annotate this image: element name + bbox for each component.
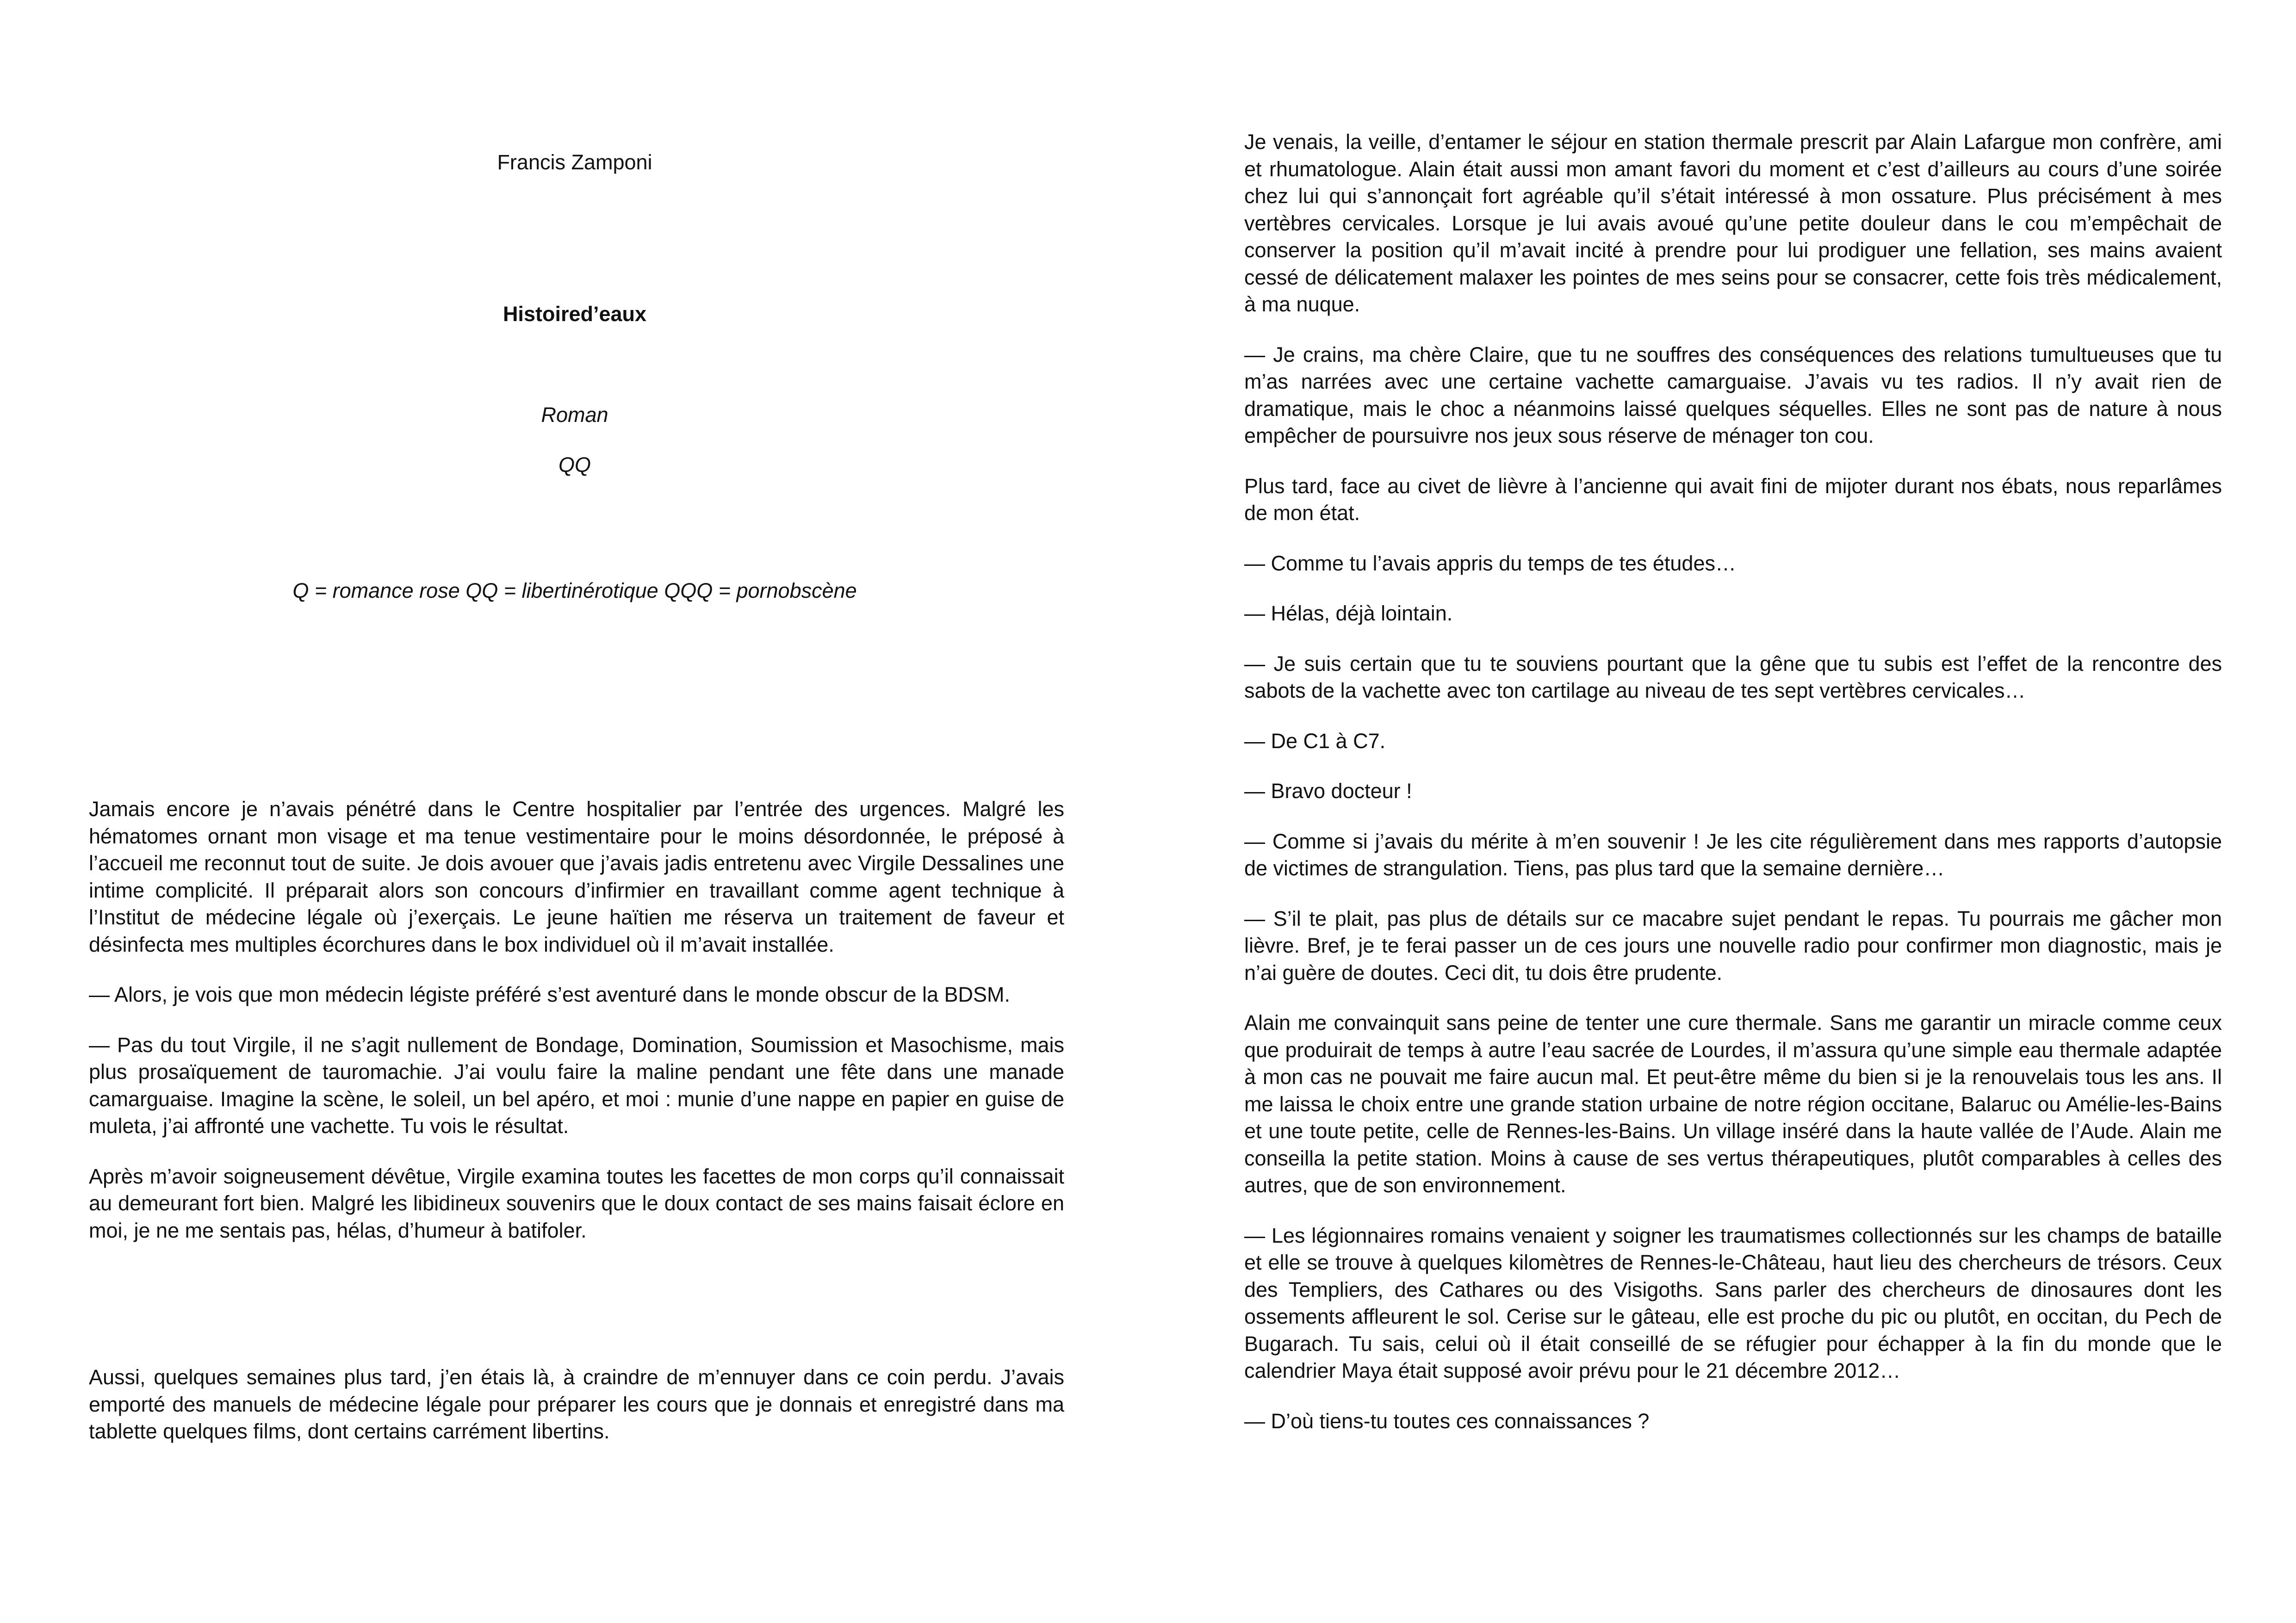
paragraph: — Pas du tout Virgile, il ne s’agit nullement de Bondage, Domination, Soumission et Masochisme, mais plus prosaïquement de tauromachie. J’ai voulu faire la maline pendant une fête dans une manade camarguaise. Imagine la scène, le soleil, un bel apéro, et moi : munie d’une nappe en papier en guise de muleta, j’ai affronté une vachette. Tu vois le résultat. xyxy=(89,1033,1064,1138)
author-name: Francis Zamponi xyxy=(497,150,652,174)
right-text-block xyxy=(1244,129,2222,1435)
rating-legend: Q = romance rose QQ = libertinérotique QQQ = pornobscène xyxy=(292,579,857,602)
dialogue-line: — S’il te plait, pas plus de détails sur ce macabre sujet pendant le repas. Tu pourrais me gâcher mon lièvre. Bref, je te ferai passer un de ces jours une nouvelle radio pour confirmer mon diagnostic, mais je n’ai guère de doutes. Ceci dit, tu dois être prudente. xyxy=(1244,906,2222,985)
left-text-block-2 xyxy=(89,1364,1064,1445)
dialogue-line: — Les légionnaires romains venaient y soigner les traumatismes collectionnés sur les champs de bataille et elle se trouve à quelques kilomètres de Rennes-le-Château, haut lieu des chercheurs de trésors. Ceux des Templiers, des Cathares ou des Visigoths. Sans parler des chercheurs de dinosaures dont les ossements affleurent le sol. Cerise sur le gâteau, elle est proche du pic ou plutôt, en occitan, du Pech de Bugarach. Tu sais, celui où il était conseillé de se réfugier pour échapper à la fin du monde que le calendrier Maya était supposé avoir prévu pour le 21 décembre 2012… xyxy=(1244,1223,2222,1382)
dialogue-line: — Hélas, déjà lointain. xyxy=(1244,601,1453,625)
book-title: Histoired’eaux xyxy=(503,302,647,326)
dialogue-line: — Comme si j’avais du mérite à m’en souvenir ! Je les cite régulièrement dans mes rapports d’autopsie de victimes de strangulation. Tiens, pas plus tard que la semaine dernière… xyxy=(1244,829,2222,880)
rating-label: QQ xyxy=(558,453,591,477)
paragraph: Aussi, quelques semaines plus tard, j’en étais là, à craindre de m’ennuyer dans ce coin perdu. J’avais emporté des manuels de médecine légale pour préparer les cours que je donnais et enregistré dans ma tablette quelques films, dont certains carrément libertins. xyxy=(89,1365,1064,1443)
paragraph: — Alors, je vois que mon médecin légiste préféré s’est aventuré dans le monde obscur de la BDSM. xyxy=(89,983,1011,1006)
dialogue-line: — De C1 à C7. xyxy=(1244,729,1386,753)
dialogue-line: — Je suis certain que tu te souviens pourtant que la gêne que tu subis est l’effet de la rencontre des sabots de la vachette avec ton cartilage au niveau de tes sept vertèbres cervicales… xyxy=(1244,651,2222,702)
dialogue-line: — D’où tiens-tu toutes ces connaissances ? xyxy=(1244,1409,1650,1433)
genre-label: Roman xyxy=(541,403,608,427)
paragraph: Alain me convainquit sans peine de tenter une cure thermale. Sans me garantir un miracle comme ceux que produirait de temps à autre l’eau sacrée de Lourdes, il m’assura qu’une simple eau thermale adaptée à mon cas ne pouvait me faire aucun mal. Et peut-être même du bien si je la renouvelais tous les ans. Il me laissa le choix entre une grande station urbaine de notre région occitane, Balaruc ou Amélie-les-Bains et une toute petite, celle de Rennes-les-Bains. Un village inséré dans la haute vallée de l’Aude. Alain me conseilla la petite station. Moins à cause de ses vertus thérapeutiques, plutôt comparables à celles des autres, que de son environnement. xyxy=(1244,1011,2222,1197)
right-page xyxy=(1148,0,2296,1623)
left-text-block-1 xyxy=(89,796,1064,1244)
paragraph: Après m’avoir soigneusement dévêtue, Virgile examina toutes les facettes de mon corps qu’il connaissait au demeurant fort bien. Malgré les libidineux souvenirs que le doux contact de ses mains faisait éclore en moi, je ne me sentais pas, hélas, d’humeur à batifoler. xyxy=(89,1164,1064,1242)
paragraph: — Je crains, ma chère Claire, que tu ne souffres des conséquences des relations tumultueuses que tu m’as narrées avec une certaine vachette camarguaise. J’avais vu tes radios. Il n’y avait rien de dramatique, mais le choc a néanmoins laissé quelques séquelles. Elles ne sont pas de nature à nous empêcher de poursuivre nos jeux sous réserve de ménager ton cou. xyxy=(1244,342,2222,447)
paragraph: Jamais encore je n’avais pénétré dans le Centre hospitalier par l’entrée des urgences. Malgré les hématomes ornant mon visage et ma tenue vestimentaire pour le moins désordonnée, le préposé à l’accueil me reconnut tout de suite. Je dois avouer que j’avais jadis entretenu avec Virgile Dessalines une intime complicité. Il préparait alors son concours d’infirmier en travaillant comme agent technique à l’Institut de médecine légale où j’exerçais. Le jeune haïtien me réserva un traitement de faveur et désinfecta mes multiples écorchures dans le box individuel où il m’avait installée. xyxy=(89,797,1064,956)
paragraph: Je venais, la veille, d’entamer le séjour en station thermale prescrit par Alain Lafargue mon confrère, ami et rhumatologue. Alain était aussi mon amant favori du moment et c’est d’ailleurs au cours d’une soirée chez lui qui s’annonçait fort agréable qu’il s’était intéressé à mon ossature. Plus précisément à mes vertèbres cervicales. Lorsque je lui avais avoué qu’une petite douleur dans le cou m’empêchait de conserver la position qu’il m’avait incité à prendre pour lui prodiguer une fellation, ses mains avaient cessé de délicatement malaxer les pointes de mes seins pour se consacrer, cette fois très médicalement, à ma nuque. xyxy=(1244,130,2222,316)
dialogue-line: — Bravo docteur ! xyxy=(1244,779,1412,803)
paragraph: Plus tard, face au civet de lièvre à l’ancienne qui avait fini de mijoter durant nos ébats, nous reparlâmes de mon état. xyxy=(1244,474,2222,525)
dialogue-line: — Comme tu l’avais appris du temps de tes études… xyxy=(1244,551,1736,575)
